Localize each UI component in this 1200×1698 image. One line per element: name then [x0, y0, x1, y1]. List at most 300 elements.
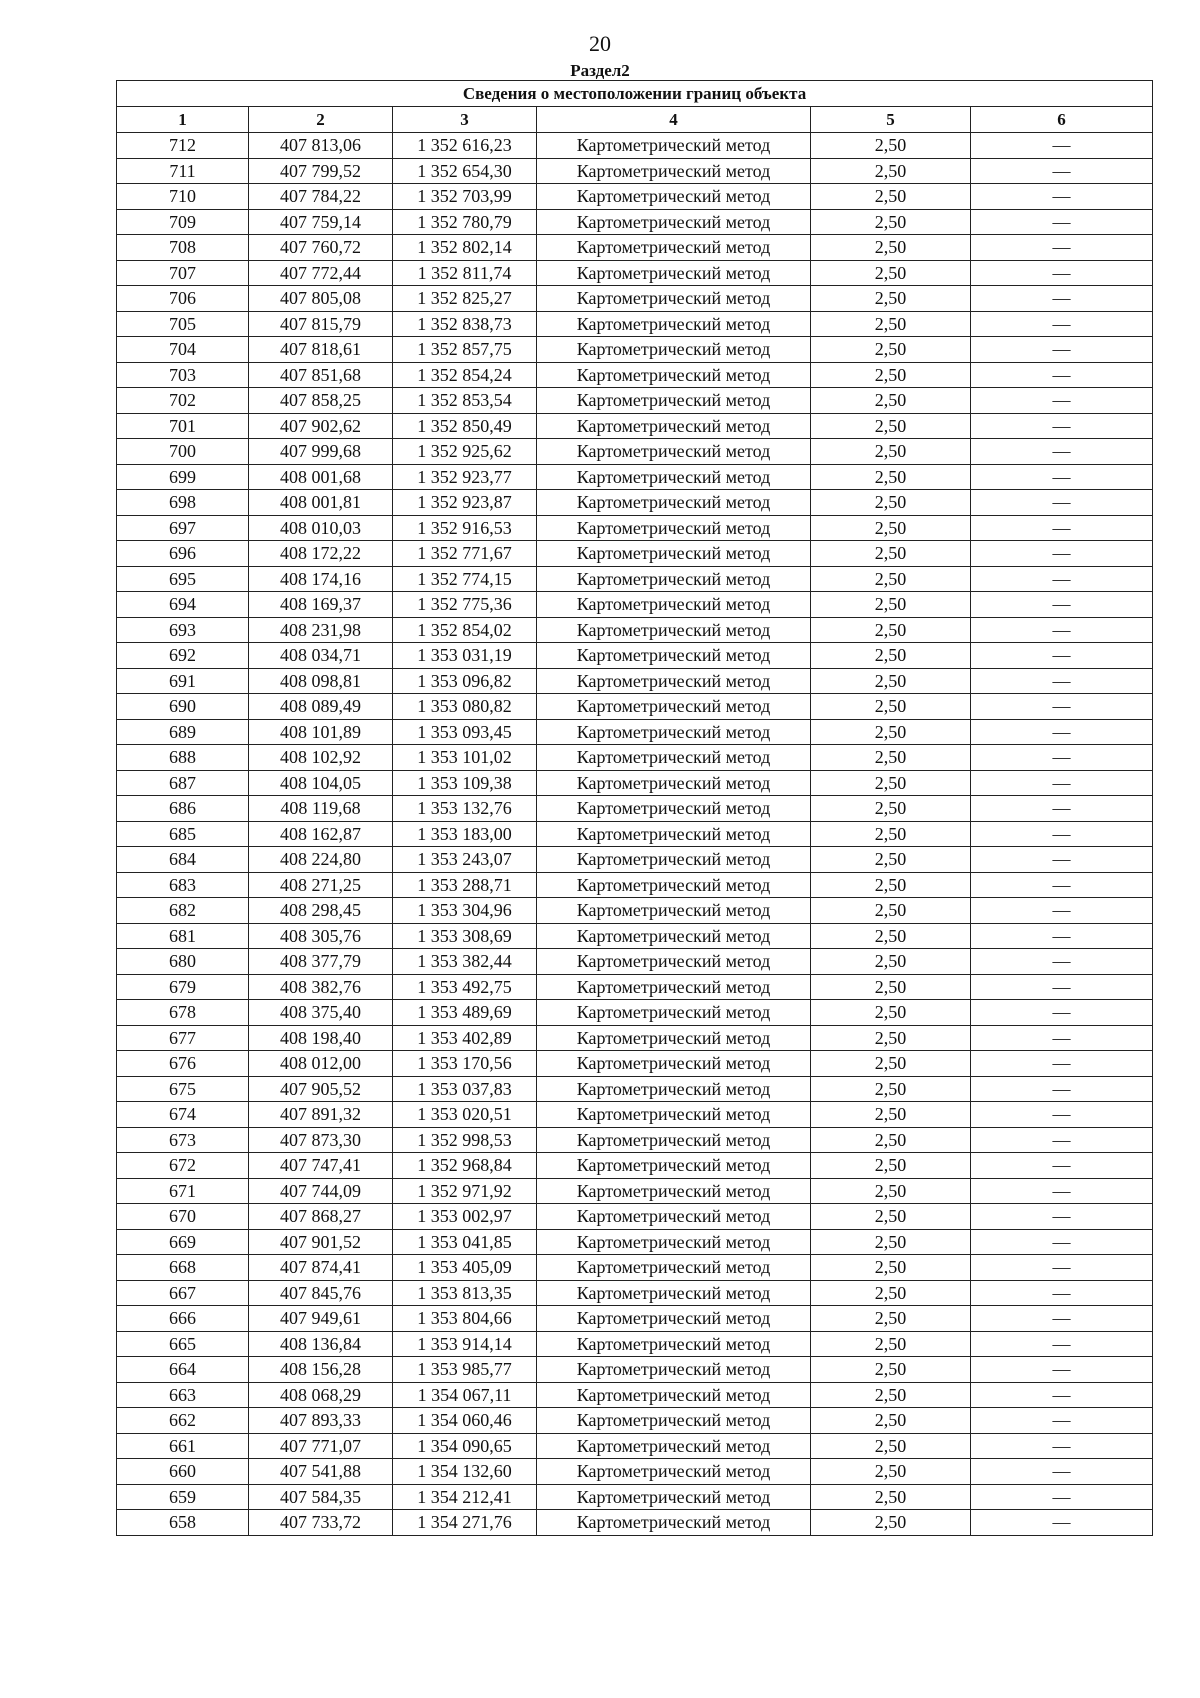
accuracy-cell: 2,50	[811, 617, 971, 643]
accuracy-cell: 2,50	[811, 974, 971, 1000]
x-coordinate-cell: 407 772,44	[249, 260, 393, 286]
accuracy-cell: 2,50	[811, 770, 971, 796]
method-cell: Картометрический метод	[537, 464, 811, 490]
x-coordinate-cell: 407 771,07	[249, 1433, 393, 1459]
y-coordinate-cell: 1 352 802,14	[393, 235, 537, 261]
x-coordinate-cell: 407 584,35	[249, 1484, 393, 1510]
table-row	[117, 974, 1153, 1000]
x-coordinate-cell: 408 010,03	[249, 515, 393, 541]
description-cell: —	[971, 566, 1153, 592]
description-cell: —	[971, 286, 1153, 312]
accuracy-cell: 2,50	[811, 1025, 971, 1051]
method-cell: Картометрический метод	[537, 1357, 811, 1383]
description-cell: —	[971, 337, 1153, 363]
table-row	[117, 1229, 1153, 1255]
y-coordinate-cell: 1 353 288,71	[393, 872, 537, 898]
description-cell: —	[971, 745, 1153, 771]
y-coordinate-cell: 1 353 985,77	[393, 1357, 537, 1383]
y-coordinate-cell: 1 353 002,97	[393, 1204, 537, 1230]
point-number-cell: 672	[117, 1153, 249, 1179]
x-coordinate-cell: 408 012,00	[249, 1051, 393, 1077]
description-cell: —	[971, 1178, 1153, 1204]
table-row	[117, 796, 1153, 822]
accuracy-cell: 2,50	[811, 847, 971, 873]
accuracy-cell: 2,50	[811, 566, 971, 592]
x-coordinate-cell: 408 001,68	[249, 464, 393, 490]
accuracy-cell: 2,50	[811, 1306, 971, 1332]
x-coordinate-cell: 407 733,72	[249, 1510, 393, 1536]
point-number-cell: 676	[117, 1051, 249, 1077]
x-coordinate-cell: 408 198,40	[249, 1025, 393, 1051]
method-cell: Картометрический метод	[537, 133, 811, 159]
table-row	[117, 872, 1153, 898]
y-coordinate-cell: 1 352 853,54	[393, 388, 537, 414]
point-number-cell: 710	[117, 184, 249, 210]
description-cell: —	[971, 490, 1153, 516]
table-caption: Сведения о местоположении границ объекта	[117, 81, 1153, 107]
table-row	[117, 694, 1153, 720]
method-cell: Картометрический метод	[537, 694, 811, 720]
x-coordinate-cell: 408 102,92	[249, 745, 393, 771]
table-row	[117, 388, 1153, 414]
method-cell: Картометрический метод	[537, 745, 811, 771]
y-coordinate-cell: 1 353 183,00	[393, 821, 537, 847]
point-number-cell: 697	[117, 515, 249, 541]
y-coordinate-cell: 1 352 654,30	[393, 158, 537, 184]
description-cell: —	[971, 1408, 1153, 1434]
y-coordinate-cell: 1 352 854,02	[393, 617, 537, 643]
x-coordinate-cell: 408 119,68	[249, 796, 393, 822]
x-coordinate-cell: 407 873,30	[249, 1127, 393, 1153]
table-row	[117, 1025, 1153, 1051]
method-cell: Картометрический метод	[537, 388, 811, 414]
accuracy-cell: 2,50	[811, 311, 971, 337]
table-row	[117, 745, 1153, 771]
description-cell: —	[971, 1357, 1153, 1383]
y-coordinate-cell: 1 354 060,46	[393, 1408, 537, 1434]
table-row	[117, 1433, 1153, 1459]
method-cell: Картометрический метод	[537, 719, 811, 745]
description-cell: —	[971, 1510, 1153, 1536]
y-coordinate-cell: 1 353 109,38	[393, 770, 537, 796]
y-coordinate-cell: 1 354 067,11	[393, 1382, 537, 1408]
accuracy-cell: 2,50	[811, 260, 971, 286]
table-row	[117, 260, 1153, 286]
method-cell: Картометрический метод	[537, 1153, 811, 1179]
description-cell: —	[971, 311, 1153, 337]
description-cell: —	[971, 847, 1153, 873]
x-coordinate-cell: 408 174,16	[249, 566, 393, 592]
point-number-cell: 694	[117, 592, 249, 618]
y-coordinate-cell: 1 353 813,35	[393, 1280, 537, 1306]
accuracy-cell: 2,50	[811, 1255, 971, 1281]
table-row	[117, 923, 1153, 949]
x-coordinate-cell: 407 747,41	[249, 1153, 393, 1179]
method-cell: Картометрический метод	[537, 337, 811, 363]
table-row	[117, 1459, 1153, 1485]
table-caption-row	[117, 81, 1153, 107]
point-number-cell: 686	[117, 796, 249, 822]
description-cell: —	[971, 1331, 1153, 1357]
method-cell: Картометрический метод	[537, 1229, 811, 1255]
accuracy-cell: 2,50	[811, 1000, 971, 1026]
y-coordinate-cell: 1 352 771,67	[393, 541, 537, 567]
point-number-cell: 691	[117, 668, 249, 694]
x-coordinate-cell: 407 813,06	[249, 133, 393, 159]
y-coordinate-cell: 1 352 968,84	[393, 1153, 537, 1179]
table-row	[117, 1127, 1153, 1153]
y-coordinate-cell: 1 353 096,82	[393, 668, 537, 694]
point-number-cell: 667	[117, 1280, 249, 1306]
y-coordinate-cell: 1 352 925,62	[393, 439, 537, 465]
point-number-cell: 708	[117, 235, 249, 261]
x-coordinate-cell: 407 999,68	[249, 439, 393, 465]
table-row	[117, 821, 1153, 847]
method-cell: Картометрический метод	[537, 898, 811, 924]
y-coordinate-cell: 1 353 402,89	[393, 1025, 537, 1051]
method-cell: Картометрический метод	[537, 592, 811, 618]
x-coordinate-cell: 407 858,25	[249, 388, 393, 414]
method-cell: Картометрический метод	[537, 617, 811, 643]
method-cell: Картометрический метод	[537, 668, 811, 694]
description-cell: —	[971, 1000, 1153, 1026]
method-cell: Картометрический метод	[537, 1025, 811, 1051]
accuracy-cell: 2,50	[811, 1433, 971, 1459]
point-number-cell: 664	[117, 1357, 249, 1383]
description-cell: —	[971, 1102, 1153, 1128]
x-coordinate-cell: 408 231,98	[249, 617, 393, 643]
accuracy-cell: 2,50	[811, 1484, 971, 1510]
y-coordinate-cell: 1 352 811,74	[393, 260, 537, 286]
x-coordinate-cell: 408 271,25	[249, 872, 393, 898]
method-cell: Картометрический метод	[537, 643, 811, 669]
point-number-cell: 693	[117, 617, 249, 643]
y-coordinate-cell: 1 353 041,85	[393, 1229, 537, 1255]
table-row	[117, 668, 1153, 694]
point-number-cell: 663	[117, 1382, 249, 1408]
point-number-cell: 712	[117, 133, 249, 159]
x-coordinate-cell: 408 162,87	[249, 821, 393, 847]
accuracy-cell: 2,50	[811, 490, 971, 516]
table-row	[117, 133, 1153, 159]
x-coordinate-cell: 408 101,89	[249, 719, 393, 745]
y-coordinate-cell: 1 353 093,45	[393, 719, 537, 745]
method-cell: Картометрический метод	[537, 949, 811, 975]
method-cell: Картометрический метод	[537, 260, 811, 286]
point-number-cell: 673	[117, 1127, 249, 1153]
x-coordinate-cell: 407 744,09	[249, 1178, 393, 1204]
accuracy-cell: 2,50	[811, 337, 971, 363]
accuracy-cell: 2,50	[811, 1076, 971, 1102]
accuracy-cell: 2,50	[811, 1051, 971, 1077]
x-coordinate-cell: 408 104,05	[249, 770, 393, 796]
point-number-cell: 677	[117, 1025, 249, 1051]
point-number-cell: 698	[117, 490, 249, 516]
description-cell: —	[971, 719, 1153, 745]
accuracy-cell: 2,50	[811, 1102, 971, 1128]
description-cell: —	[971, 1025, 1153, 1051]
table-row	[117, 1280, 1153, 1306]
table-row	[117, 898, 1153, 924]
point-number-cell: 702	[117, 388, 249, 414]
table-row	[117, 1357, 1153, 1383]
table-row	[117, 413, 1153, 439]
table-row	[117, 1255, 1153, 1281]
point-number-cell: 682	[117, 898, 249, 924]
y-coordinate-cell: 1 352 775,36	[393, 592, 537, 618]
description-cell: —	[971, 1433, 1153, 1459]
method-cell: Картометрический метод	[537, 362, 811, 388]
point-number-cell: 688	[117, 745, 249, 771]
description-cell: —	[971, 413, 1153, 439]
point-number-cell: 678	[117, 1000, 249, 1026]
point-number-cell: 675	[117, 1076, 249, 1102]
y-coordinate-cell: 1 354 132,60	[393, 1459, 537, 1485]
x-coordinate-cell: 407 784,22	[249, 184, 393, 210]
x-coordinate-cell: 408 089,49	[249, 694, 393, 720]
accuracy-cell: 2,50	[811, 592, 971, 618]
y-coordinate-cell: 1 352 923,87	[393, 490, 537, 516]
method-cell: Картометрический метод	[537, 1178, 811, 1204]
description-cell: —	[971, 923, 1153, 949]
y-coordinate-cell: 1 352 971,92	[393, 1178, 537, 1204]
x-coordinate-cell: 407 845,76	[249, 1280, 393, 1306]
accuracy-cell: 2,50	[811, 949, 971, 975]
description-cell: —	[971, 949, 1153, 975]
accuracy-cell: 2,50	[811, 235, 971, 261]
accuracy-cell: 2,50	[811, 1153, 971, 1179]
method-cell: Картометрический метод	[537, 974, 811, 1000]
accuracy-cell: 2,50	[811, 133, 971, 159]
method-cell: Картометрический метод	[537, 1000, 811, 1026]
accuracy-cell: 2,50	[811, 1280, 971, 1306]
point-number-cell: 703	[117, 362, 249, 388]
description-cell: —	[971, 209, 1153, 235]
y-coordinate-cell: 1 353 804,66	[393, 1306, 537, 1332]
y-coordinate-cell: 1 353 031,19	[393, 643, 537, 669]
description-cell: —	[971, 1459, 1153, 1485]
x-coordinate-cell: 407 868,27	[249, 1204, 393, 1230]
accuracy-cell: 2,50	[811, 184, 971, 210]
table-body	[117, 133, 1153, 1536]
point-number-cell: 669	[117, 1229, 249, 1255]
x-coordinate-cell: 408 001,81	[249, 490, 393, 516]
method-cell: Картометрический метод	[537, 184, 811, 210]
method-cell: Картометрический метод	[537, 490, 811, 516]
table-row	[117, 1484, 1153, 1510]
description-cell: —	[971, 158, 1153, 184]
accuracy-cell: 2,50	[811, 719, 971, 745]
y-coordinate-cell: 1 352 774,15	[393, 566, 537, 592]
table-row	[117, 719, 1153, 745]
y-coordinate-cell: 1 353 405,09	[393, 1255, 537, 1281]
table-row	[117, 1408, 1153, 1434]
y-coordinate-cell: 1 353 489,69	[393, 1000, 537, 1026]
y-coordinate-cell: 1 353 080,82	[393, 694, 537, 720]
accuracy-cell: 2,50	[811, 1178, 971, 1204]
accuracy-cell: 2,50	[811, 541, 971, 567]
method-cell: Картометрический метод	[537, 515, 811, 541]
accuracy-cell: 2,50	[811, 1408, 971, 1434]
y-coordinate-cell: 1 352 854,24	[393, 362, 537, 388]
table-row	[117, 1076, 1153, 1102]
column-header-row	[117, 107, 1153, 133]
point-number-cell: 695	[117, 566, 249, 592]
x-coordinate-cell: 407 760,72	[249, 235, 393, 261]
table-row	[117, 1382, 1153, 1408]
description-cell: —	[971, 796, 1153, 822]
accuracy-cell: 2,50	[811, 388, 971, 414]
point-number-cell: 704	[117, 337, 249, 363]
y-coordinate-cell: 1 353 101,02	[393, 745, 537, 771]
point-number-cell: 661	[117, 1433, 249, 1459]
column-header: 1	[117, 107, 249, 133]
x-coordinate-cell: 408 172,22	[249, 541, 393, 567]
description-cell: —	[971, 1076, 1153, 1102]
x-coordinate-cell: 408 375,40	[249, 1000, 393, 1026]
point-number-cell: 689	[117, 719, 249, 745]
accuracy-cell: 2,50	[811, 796, 971, 822]
y-coordinate-cell: 1 352 850,49	[393, 413, 537, 439]
method-cell: Картометрический метод	[537, 566, 811, 592]
x-coordinate-cell: 408 098,81	[249, 668, 393, 694]
y-coordinate-cell: 1 354 271,76	[393, 1510, 537, 1536]
point-number-cell: 680	[117, 949, 249, 975]
table-row	[117, 515, 1153, 541]
description-cell: —	[971, 439, 1153, 465]
method-cell: Картометрический метод	[537, 1306, 811, 1332]
description-cell: —	[971, 235, 1153, 261]
point-number-cell: 711	[117, 158, 249, 184]
point-number-cell: 701	[117, 413, 249, 439]
y-coordinate-cell: 1 352 838,73	[393, 311, 537, 337]
description-cell: —	[971, 1127, 1153, 1153]
point-number-cell: 671	[117, 1178, 249, 1204]
point-number-cell: 660	[117, 1459, 249, 1485]
y-coordinate-cell: 1 352 916,53	[393, 515, 537, 541]
x-coordinate-cell: 407 901,52	[249, 1229, 393, 1255]
x-coordinate-cell: 407 541,88	[249, 1459, 393, 1485]
table-row	[117, 209, 1153, 235]
method-cell: Картометрический метод	[537, 1051, 811, 1077]
point-number-cell: 692	[117, 643, 249, 669]
column-header: 3	[393, 107, 537, 133]
description-cell: —	[971, 592, 1153, 618]
method-cell: Картометрический метод	[537, 1204, 811, 1230]
description-cell: —	[971, 1280, 1153, 1306]
accuracy-cell: 2,50	[811, 821, 971, 847]
table-row	[117, 464, 1153, 490]
point-number-cell: 670	[117, 1204, 249, 1230]
y-coordinate-cell: 1 352 825,27	[393, 286, 537, 312]
point-number-cell: 684	[117, 847, 249, 873]
method-cell: Картометрический метод	[537, 541, 811, 567]
x-coordinate-cell: 407 818,61	[249, 337, 393, 363]
method-cell: Картометрический метод	[537, 1459, 811, 1485]
y-coordinate-cell: 1 352 998,53	[393, 1127, 537, 1153]
method-cell: Картометрический метод	[537, 923, 811, 949]
accuracy-cell: 2,50	[811, 515, 971, 541]
accuracy-cell: 2,50	[811, 898, 971, 924]
accuracy-cell: 2,50	[811, 923, 971, 949]
x-coordinate-cell: 408 377,79	[249, 949, 393, 975]
accuracy-cell: 2,50	[811, 1229, 971, 1255]
method-cell: Картометрический метод	[537, 413, 811, 439]
accuracy-cell: 2,50	[811, 286, 971, 312]
description-cell: —	[971, 260, 1153, 286]
description-cell: —	[971, 974, 1153, 1000]
description-cell: —	[971, 694, 1153, 720]
table-row	[117, 1510, 1153, 1536]
accuracy-cell: 2,50	[811, 1331, 971, 1357]
y-coordinate-cell: 1 352 703,99	[393, 184, 537, 210]
description-cell: —	[971, 464, 1153, 490]
point-number-cell: 666	[117, 1306, 249, 1332]
description-cell: —	[971, 617, 1153, 643]
description-cell: —	[971, 1229, 1153, 1255]
y-coordinate-cell: 1 353 020,51	[393, 1102, 537, 1128]
method-cell: Картометрический метод	[537, 209, 811, 235]
method-cell: Картометрический метод	[537, 1280, 811, 1306]
accuracy-cell: 2,50	[811, 439, 971, 465]
point-number-cell: 705	[117, 311, 249, 337]
description-cell: —	[971, 643, 1153, 669]
point-number-cell: 658	[117, 1510, 249, 1536]
section-title: Раздел2	[570, 61, 630, 80]
accuracy-cell: 2,50	[811, 413, 971, 439]
x-coordinate-cell: 407 815,79	[249, 311, 393, 337]
description-cell: —	[971, 1051, 1153, 1077]
x-coordinate-cell: 407 891,32	[249, 1102, 393, 1128]
point-number-cell: 709	[117, 209, 249, 235]
method-cell: Картометрический метод	[537, 770, 811, 796]
description-cell: —	[971, 362, 1153, 388]
description-cell: —	[971, 872, 1153, 898]
point-number-cell: 707	[117, 260, 249, 286]
y-coordinate-cell: 1 352 780,79	[393, 209, 537, 235]
point-number-cell: 706	[117, 286, 249, 312]
accuracy-cell: 2,50	[811, 1382, 971, 1408]
x-coordinate-cell: 408 298,45	[249, 898, 393, 924]
accuracy-cell: 2,50	[811, 1510, 971, 1536]
x-coordinate-cell: 408 136,84	[249, 1331, 393, 1357]
table-row	[117, 541, 1153, 567]
x-coordinate-cell: 407 874,41	[249, 1255, 393, 1281]
x-coordinate-cell: 408 224,80	[249, 847, 393, 873]
y-coordinate-cell: 1 354 212,41	[393, 1484, 537, 1510]
accuracy-cell: 2,50	[811, 158, 971, 184]
point-number-cell: 659	[117, 1484, 249, 1510]
description-cell: —	[971, 821, 1153, 847]
x-coordinate-cell: 408 068,29	[249, 1382, 393, 1408]
description-cell: —	[971, 515, 1153, 541]
method-cell: Картометрический метод	[537, 1331, 811, 1357]
y-coordinate-cell: 1 352 616,23	[393, 133, 537, 159]
x-coordinate-cell: 408 169,37	[249, 592, 393, 618]
table-row	[117, 1102, 1153, 1128]
description-cell: —	[971, 1306, 1153, 1332]
description-cell: —	[971, 541, 1153, 567]
method-cell: Картометрический метод	[537, 311, 811, 337]
y-coordinate-cell: 1 353 492,75	[393, 974, 537, 1000]
method-cell: Картометрический метод	[537, 847, 811, 873]
accuracy-cell: 2,50	[811, 668, 971, 694]
accuracy-cell: 2,50	[811, 209, 971, 235]
table-row	[117, 362, 1153, 388]
table-row	[117, 490, 1153, 516]
method-cell: Картометрический метод	[537, 286, 811, 312]
description-cell: —	[971, 1382, 1153, 1408]
